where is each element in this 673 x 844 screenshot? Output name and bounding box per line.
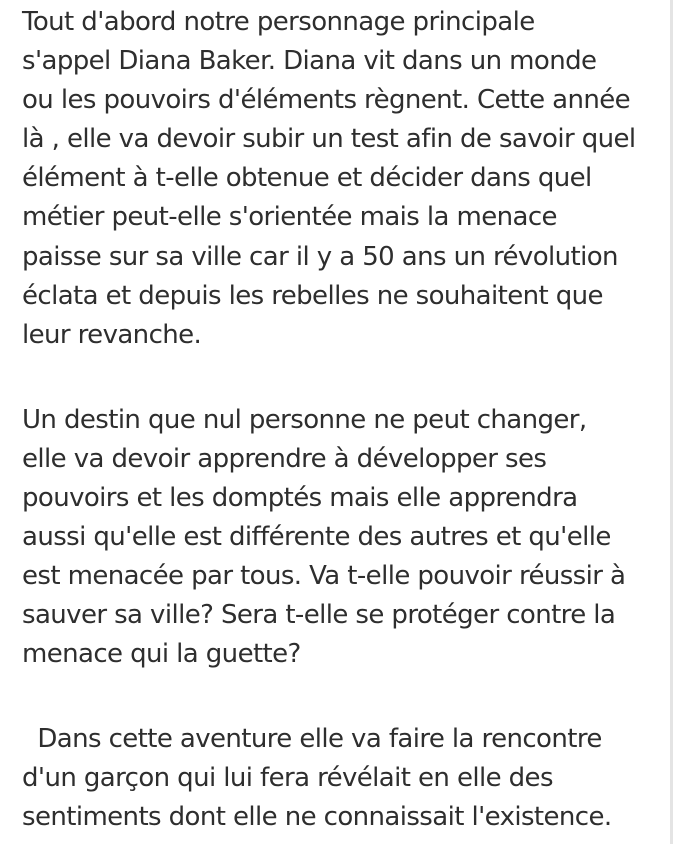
text-line: menace qui la guette? xyxy=(22,639,301,669)
text-line: d'un garçon qui lui fera révélait en elle des xyxy=(22,763,553,793)
text-line: ou les pouvoirs d'éléments règnent. Cette année xyxy=(22,85,631,115)
text-line: elle va devoir apprendre à développer ses xyxy=(22,444,547,474)
text-line: sauver sa ville? Sera t-elle se protéger contre la xyxy=(22,600,616,630)
text-line: Dans cette aventure elle va faire la rencontre xyxy=(22,724,602,754)
text-line: pouvoirs et les domptés mais elle apprendra xyxy=(22,483,578,513)
text-line: leur revanche. xyxy=(22,320,202,350)
text-line: sentiments dont elle ne connaissait l'existence. xyxy=(22,802,612,832)
text-line: paisse sur sa ville car il y a 50 ans un révolution xyxy=(22,242,618,272)
text-line: aussi qu'elle est différente des autres et qu'elle xyxy=(22,522,611,552)
text-line: est menacée par tous. Va t-elle pouvoir réussir à xyxy=(22,561,626,591)
text-line: métier peut-elle s'orientée mais la menace xyxy=(22,202,557,232)
text-line: s'appel Diana Baker. Diana vit dans un monde xyxy=(22,46,597,76)
text-line: éclata et depuis les rebelles ne souhaitent que xyxy=(22,281,603,311)
text-line: Un destin que nul personne ne peut changer, xyxy=(22,405,587,435)
text-line: élément à t-elle obtenue et décider dans quel xyxy=(22,163,592,193)
text-line: là , elle va devoir subir un test afin de savoir quel xyxy=(22,124,636,154)
text-line: Tout d'abord notre personnage principale xyxy=(22,7,535,37)
